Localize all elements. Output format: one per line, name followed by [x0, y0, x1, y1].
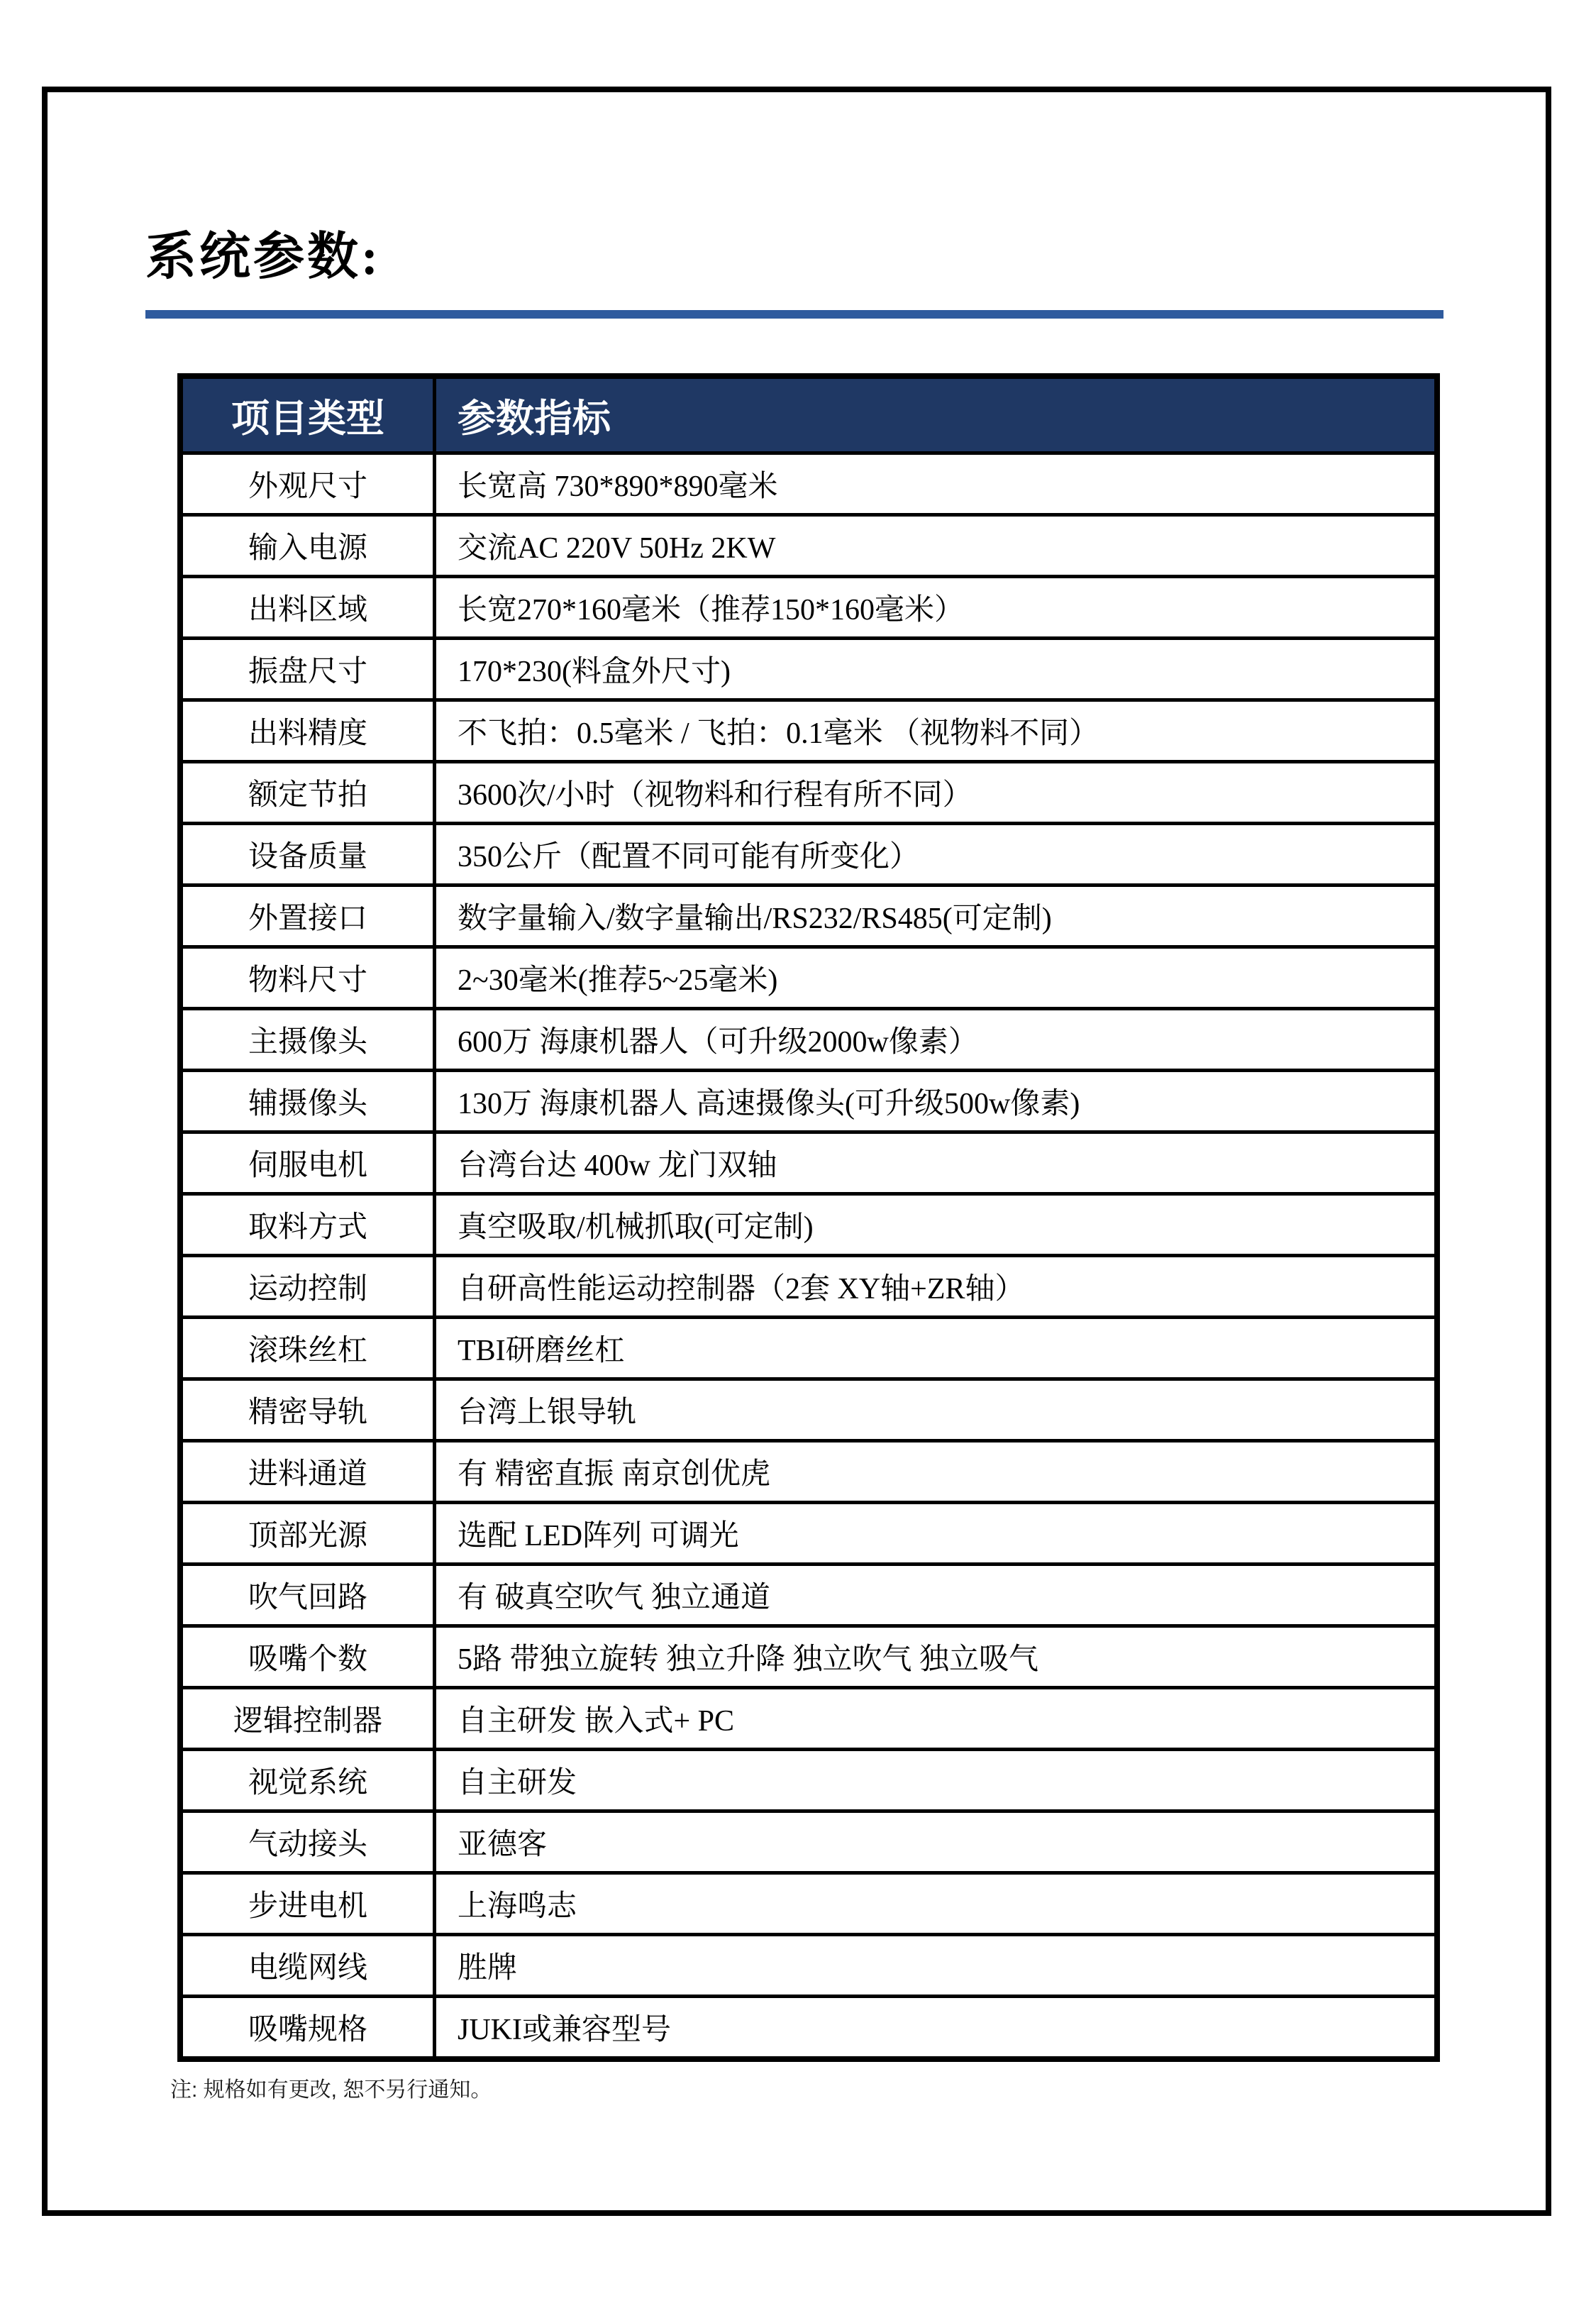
row-label: 主摄像头	[180, 1009, 435, 1071]
row-label: 吹气回路	[180, 1565, 435, 1626]
row-label: 额定节拍	[180, 762, 435, 824]
table-row	[180, 700, 1437, 762]
table-row	[180, 453, 1437, 515]
table-row	[180, 515, 1437, 577]
table-row	[180, 947, 1437, 1009]
system-parameters-table	[177, 373, 1440, 2062]
row-label: 振盘尺寸	[180, 639, 435, 700]
row-value: 不飞拍：0.5毫米 / 飞拍：0.1毫米 （视物料不同）	[435, 700, 1438, 762]
row-value: 台湾上银导轨	[435, 1379, 1438, 1441]
row-label: 运动控制	[180, 1256, 435, 1318]
row-label: 吸嘴规格	[180, 1997, 435, 2060]
header-item-type: 项目类型	[180, 376, 435, 453]
row-label: 视觉系统	[180, 1750, 435, 1811]
row-label: 取料方式	[180, 1194, 435, 1256]
table-row	[180, 1935, 1437, 1997]
table-row	[180, 639, 1437, 700]
row-value: 长宽270*160毫米（推荐150*160毫米）	[435, 577, 1438, 639]
row-value: 3600次/小时（视物料和行程有所不同）	[435, 762, 1438, 824]
table-row	[180, 1750, 1437, 1811]
table-row	[180, 762, 1437, 824]
table-row	[180, 886, 1437, 947]
row-value: 台湾台达 400w 龙门双轴	[435, 1132, 1438, 1194]
row-label: 顶部光源	[180, 1503, 435, 1565]
row-value: 长宽高 730*890*890毫米	[435, 453, 1438, 515]
row-label: 物料尺寸	[180, 947, 435, 1009]
row-value: 交流AC 220V 50Hz 2KW	[435, 515, 1438, 577]
row-value: 选配 LED阵列 可调光	[435, 1503, 1438, 1565]
row-value: 600万 海康机器人（可升级2000w像素）	[435, 1009, 1438, 1071]
table-row	[180, 1503, 1437, 1565]
row-value: 胜牌	[435, 1935, 1438, 1997]
row-value: 数字量输入/数字量输出/RS232/RS485(可定制)	[435, 886, 1438, 947]
table-row	[180, 1565, 1437, 1626]
row-value: 2~30毫米(推荐5~25毫米)	[435, 947, 1438, 1009]
row-value: 自主研发 嵌入式+ PC	[435, 1688, 1438, 1750]
row-value: 350公斤（配置不同可能有所变化）	[435, 824, 1438, 886]
table-header-row	[180, 376, 1437, 453]
table-row	[180, 1318, 1437, 1379]
row-label: 出料精度	[180, 700, 435, 762]
row-value: 上海鸣志	[435, 1873, 1438, 1935]
table-row	[180, 1811, 1437, 1873]
row-value: 有 破真空吹气 独立通道	[435, 1565, 1438, 1626]
table-row	[180, 1688, 1437, 1750]
row-label: 电缆网线	[180, 1935, 435, 1997]
row-label: 精密导轨	[180, 1379, 435, 1441]
row-label: 逻辑控制器	[180, 1688, 435, 1750]
row-label: 外观尺寸	[180, 453, 435, 515]
table-row	[180, 1873, 1437, 1935]
table-row	[180, 1132, 1437, 1194]
row-label: 出料区域	[180, 577, 435, 639]
row-label: 伺服电机	[180, 1132, 435, 1194]
row-label: 气动接头	[180, 1811, 435, 1873]
table-row	[180, 1071, 1437, 1132]
table-row	[180, 1009, 1437, 1071]
row-label: 步进电机	[180, 1873, 435, 1935]
header-parameter-index: 参数指标	[435, 376, 1438, 453]
row-label: 设备质量	[180, 824, 435, 886]
row-value: JUKI或兼容型号	[435, 1997, 1438, 2060]
table-row	[180, 1441, 1437, 1503]
row-value: 真空吸取/机械抓取(可定制)	[435, 1194, 1438, 1256]
table-row	[180, 1256, 1437, 1318]
row-label: 辅摄像头	[180, 1071, 435, 1132]
row-label: 输入电源	[180, 515, 435, 577]
row-value: 亚德客	[435, 1811, 1438, 1873]
row-value: 5路 带独立旋转 独立升降 独立吹气 独立吸气	[435, 1626, 1438, 1688]
title-underline	[145, 310, 1443, 319]
row-label: 吸嘴个数	[180, 1626, 435, 1688]
row-value: 自研高性能运动控制器（2套 XY轴+ZR轴）	[435, 1256, 1438, 1318]
table-row	[180, 1626, 1437, 1688]
table-row	[180, 1997, 1437, 2060]
table-body	[180, 453, 1437, 2060]
row-label: 外置接口	[180, 886, 435, 947]
row-value: 自主研发	[435, 1750, 1438, 1811]
table-row	[180, 824, 1437, 886]
row-value: 有 精密直振 南京创优虎	[435, 1441, 1438, 1503]
row-value: 170*230(料盒外尺寸)	[435, 639, 1438, 700]
row-value: TBI研磨丝杠	[435, 1318, 1438, 1379]
table-row	[180, 577, 1437, 639]
table-row	[180, 1194, 1437, 1256]
table-row	[180, 1379, 1437, 1441]
page-title: 系统参数:	[145, 228, 381, 285]
row-value: 130万 海康机器人 高速摄像头(可升级500w像素)	[435, 1071, 1438, 1132]
row-label: 滚珠丝杠	[180, 1318, 435, 1379]
footnote: 注: 规格如有更改, 恕不另行通知。	[170, 2078, 492, 2102]
row-label: 进料通道	[180, 1441, 435, 1503]
